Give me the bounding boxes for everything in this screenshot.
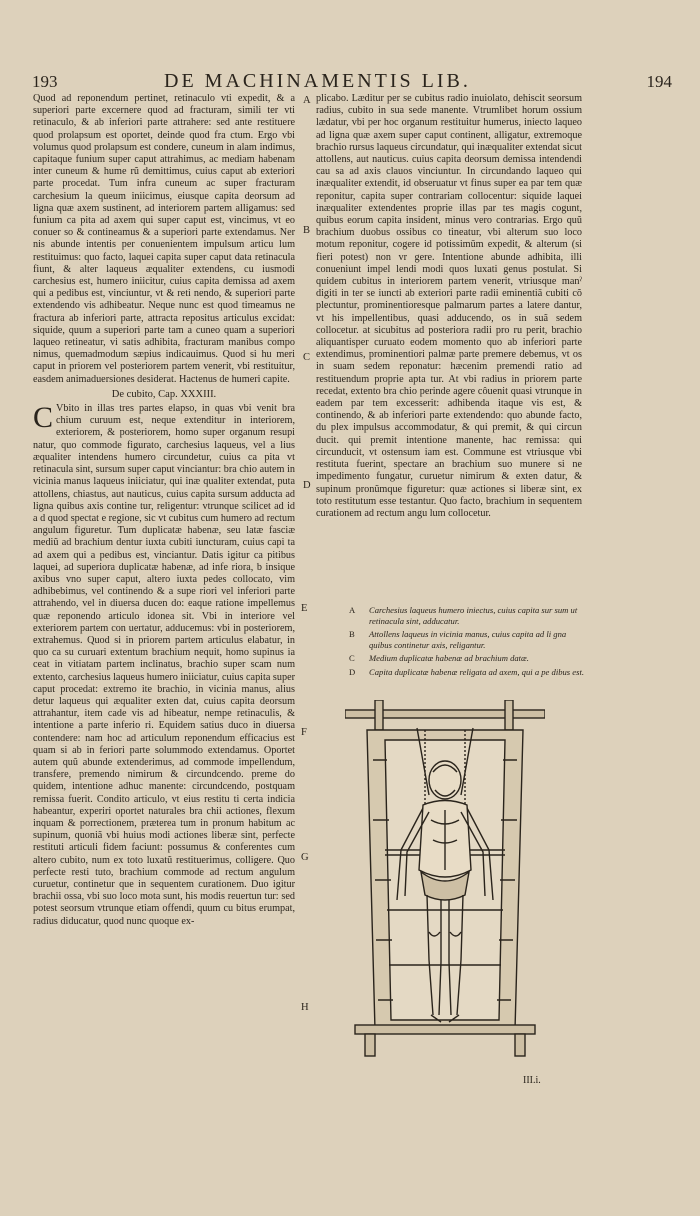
margin-letter-e: E [301, 603, 308, 614]
paragraph [33, 403, 295, 928]
legend-letter: B [349, 629, 355, 639]
signature-mark: III.i. [523, 1075, 541, 1086]
figure-legend [349, 605, 589, 680]
legend-letter: C [349, 653, 355, 663]
margin-letter-c: C [303, 352, 311, 363]
chapter-heading: De cubito, Cap. XXXIII. [111, 388, 217, 400]
drop-capital: C [33, 401, 54, 435]
paragraph: plicabo. Læditur per se cubitus radio inuiolato, dehiscit seorsum radius, cubito in sua sede manente. Vtrumlibet horum ossium lædatur, vbi per hoc organum restituitur humerus, iniecto laqueo ad ligna quæ axem super caput continent, alligatur, extremoque brachio rursus laqueus circundatur, qui inæqualiter extendat sicut attollens, aut nauticus. cuius capita deorsum demissa intendendi cau sa ad axis clauos vinciuntur. In circundando laqueo qui inæqualiter extendit, id obseruatur vt finus super ea par tem quæ reponitur, capita super contrariam collocentur: siquide laquei inæqualiter extendentes proprie illas par tes magis cogunt, quibus eorum capita insident, minus vero contrarias. Ergo quũ brachium duobus ossibus co tineatur, vbi alterum suo loco motum reponitur, cogere id potissimũm expedit, & alterum (si fieri potest) non vr gere. Intentione abunde adhibita, illi conueniunt impel lendi modi quos luxati genus postulat. Si quidem cubitus in interiorem partem venerit, vtriusque manˀ digiti in ter se iuncti ab exteriori parte radii eminentiã cubiti cõ plectuntur, prominentioresque palmarum partes a latere dantur, vt his impellentibus, quasi adducendo, os in suã sedem collocetur. at sicubitus ad posteriora radii pro ru perit, brachio aliquantisper curuato eodem momento quo ab inferiori parte extendimus, prominentiori palmæ parte premere debemus, vt os in suam sedem reponatur: hæcenim premendi ratio ad restituendum proprie apta tur. At vbi radius in priorem parte recedat, extento bra chio perinde agere côuenit quasi vtrunque in eadem par tem excesserit: adhibenda itaque vis est, & continendo, & ab inferiori parte extendendo: quo abunde facto, du plex impulsus accommodatur, & qui premit, & qui circun ducit. qui premit intentione manente, hac remissa: qui circunducit, vt ostensum iam est. Commune est vtriusque vbi restituta fuerint, spectare an brachium suo munere si ne impedimento fungatur, curuetur nimirum & exten datur, & supinum pronũmque figuretur: quæ actiones si liberæ sint, ex toto restitutum esse testantur. Quo facto, brachium in sequentem curationem ad rectum angu lum collocetur. [316, 93, 582, 519]
margin-letter-d: D [303, 480, 311, 491]
margin-letter-h: H [301, 1002, 309, 1013]
legend-item [349, 605, 589, 626]
woodcut-illustration [345, 700, 545, 1060]
right-text-column [316, 93, 582, 520]
paragraph-text: Vbito in illas tres partes elapso, in quas vbi venit bra chium curuum est, neque extenditur in interiorem, exteriorem, & posteriorem, homo super organum resupi natur, quo commode figurato, carchesius laqueus, vel a lius æqualiter intendens humero circundetur, cuius ca pita vt retinacula sint, sursum super caput vinciantur: bra chio autem in vicinia manus laqueus iniiciatur, qui inæ qualiter extendat, puta attollens, chiastus, aut nauticus, cuius capita sursum adducta ad ligna quibus axis contine tur, religentur: vtrunque scilicet ad id a d quod spectat e regione, sic vt cubitus cum humero ad rectum angulum figuretur. Tum duplicatæ habenæ, seu latæ fasciæ mediũ ad brachium dentur iuxta cubiti iuncturam, cuius capi ta ad axem qui a pedibus est, vinciantur. Datis igitur ca pitibus laquei, ad superiora duplicatæ habenæ, ad infe riora, b insique axibus vno super caput, altero iuxta pedes collocato, vim adhibebimus, vel continendo & a supe riori vel inferiori parte attrahendo, vel in diuersa ducen do: eaque ratione impellemus quæ reponendo articulo idonea sit. Vbi in interiore vel exteriorem partem con uertatur, adducemus: vbi in posteriorem, extrahemus. Quod si in priorem partem articulus elabatur, in quo ca su curuari extentum brachium nequit, homo supinus ia ceat in vitiatam partem inclinatus, brachio super scam num extento, carchesius laqueus humero iniiciatur, cuius capita super caput procedat: extremo ite brachio, in vicinia manus, alius detur laqueus qui æqualiter exten dat, cuius capita deorsum attrahantur, item cade vis ad hibeatur, nempe retinaculis, & intentione a parte inferio ri. Equidem satius duco in diuersa contendere: nam hoc ad articulum reponendum efficacius est quam si ab in feriori parte solummodo extendamus. Oportet autem quũ abunde extenderimus, ad commode impellendum, transfere, premendo nimirum & circundcendo. preme do quidem, intentione adhuc manente: circundcendo, postquam remissa fuerit. Condito articulo, vt eius restitu ti certa indicia habeantur, experiri oportet naturales bra chii actiones, flexum inquam & porrectionem, præterea tum in pronum habitum ac supinum, quoniã vbi huius modi actiones liberæ sint, perfecte restituti articuli fidem faciunt: possumus & conferentes cum altero cubito, num ex toto luxatũ restituerimus, colligere. Quo perfecte resti tuto, brachium commode ad rectum angulum curuetur, continetur que in sequentem curationem. Duo igitur brachii ossa, vbi suo loco mota sunt, his modis reuertun tur: sed potest seorsum vtrunque etiam offendi, quum cu bitus erumpat, radius diducatur, quod nunc quoque ex- [33, 403, 295, 927]
margin-letter-a: A [303, 95, 311, 106]
legend-item [349, 667, 589, 678]
margin-letter-b: B [303, 225, 311, 236]
paragraph: Quod ad reponendum pertinet, retinaculo vti expedit, & a superiori parte excernere quod ad fracturam, simili ter vti retinaculo, & ab inferiori parte attrahere: sed ante restituere quod prolapsum est oportet, deinde quod fra ctum. Ergo vbi volumus quod prolapsum est condere, cuneum in alam indimus, capitaque funium super caput attrahimus, ac mediam habenam inter cuneum & hume rũ demittimus, cuius caput ab exteriori parte procedat. Tum infra cuneum ac super fracturam carchesium la queum iniicimus, eiusque capita deorsum ad ligna quæ axem sustinent, ad interiorem partem alligamus: sed funium ca pita ad axem qui super caput est, vincimus, vt eo conuer so & contineamus & a superiori parte extendamus. Ner nis abunde intentis per conuenientem impulsum articu lum restituimus: quo facto, laquei capita super caput data retinacula fiunt, & alter laqueus æqualiter extendens, cu iusmodi carchesius est, humero iniicitur, cuius capita demissa ad axem qui a pedibus est, vinciuntur, vt & reti nendo, & superiori parte extendendo vis adhibeatur. Neque nunc est quod timeamus ne fractura ab inferiori parte, attracta repositus articulus excidat: siquide, quum a superiori parte tam a cuneo quam a superiori laqueo retineatur, vi satis adhibita, fracturam manibus compo nimus, quemadmodum sæpius indicauimus. Quod si hu meri caput in priorem vel posteriorem partem venerit, vbi restituitur, easdem animaduersiones desiderat. Hactenus de humeri capite. [33, 93, 295, 385]
running-header [32, 70, 672, 94]
legend-letter: D [349, 666, 356, 677]
page-number-right: 194 [646, 72, 672, 91]
bench-figure-drawing [345, 700, 545, 1060]
legend-item [349, 653, 589, 664]
legend-text: Capita duplicatæ habenæ religata ad axem, qui a pe dibus est. [369, 666, 584, 677]
margin-letter-f: F [301, 727, 307, 738]
legend-text: Carchesius laqueus humero iniectus, cuius capita sur sum ut retinacula sint, adducatur. [369, 605, 578, 626]
legend-item [349, 629, 589, 650]
legend-text: Medium duplicatæ habenæ ad brachium datæ. [369, 653, 529, 663]
legend-letter: A [349, 605, 356, 615]
legend-text: Attollens laqueus in vicinia manus, cuius capita ad li gna quibus continetur axis, religantur. [369, 629, 567, 650]
margin-letter-g: G [301, 852, 309, 863]
page-number-left: 193 [32, 72, 58, 91]
running-title: DE MACHINAMENTIS LIB. [164, 70, 471, 92]
left-text-column [33, 93, 295, 928]
